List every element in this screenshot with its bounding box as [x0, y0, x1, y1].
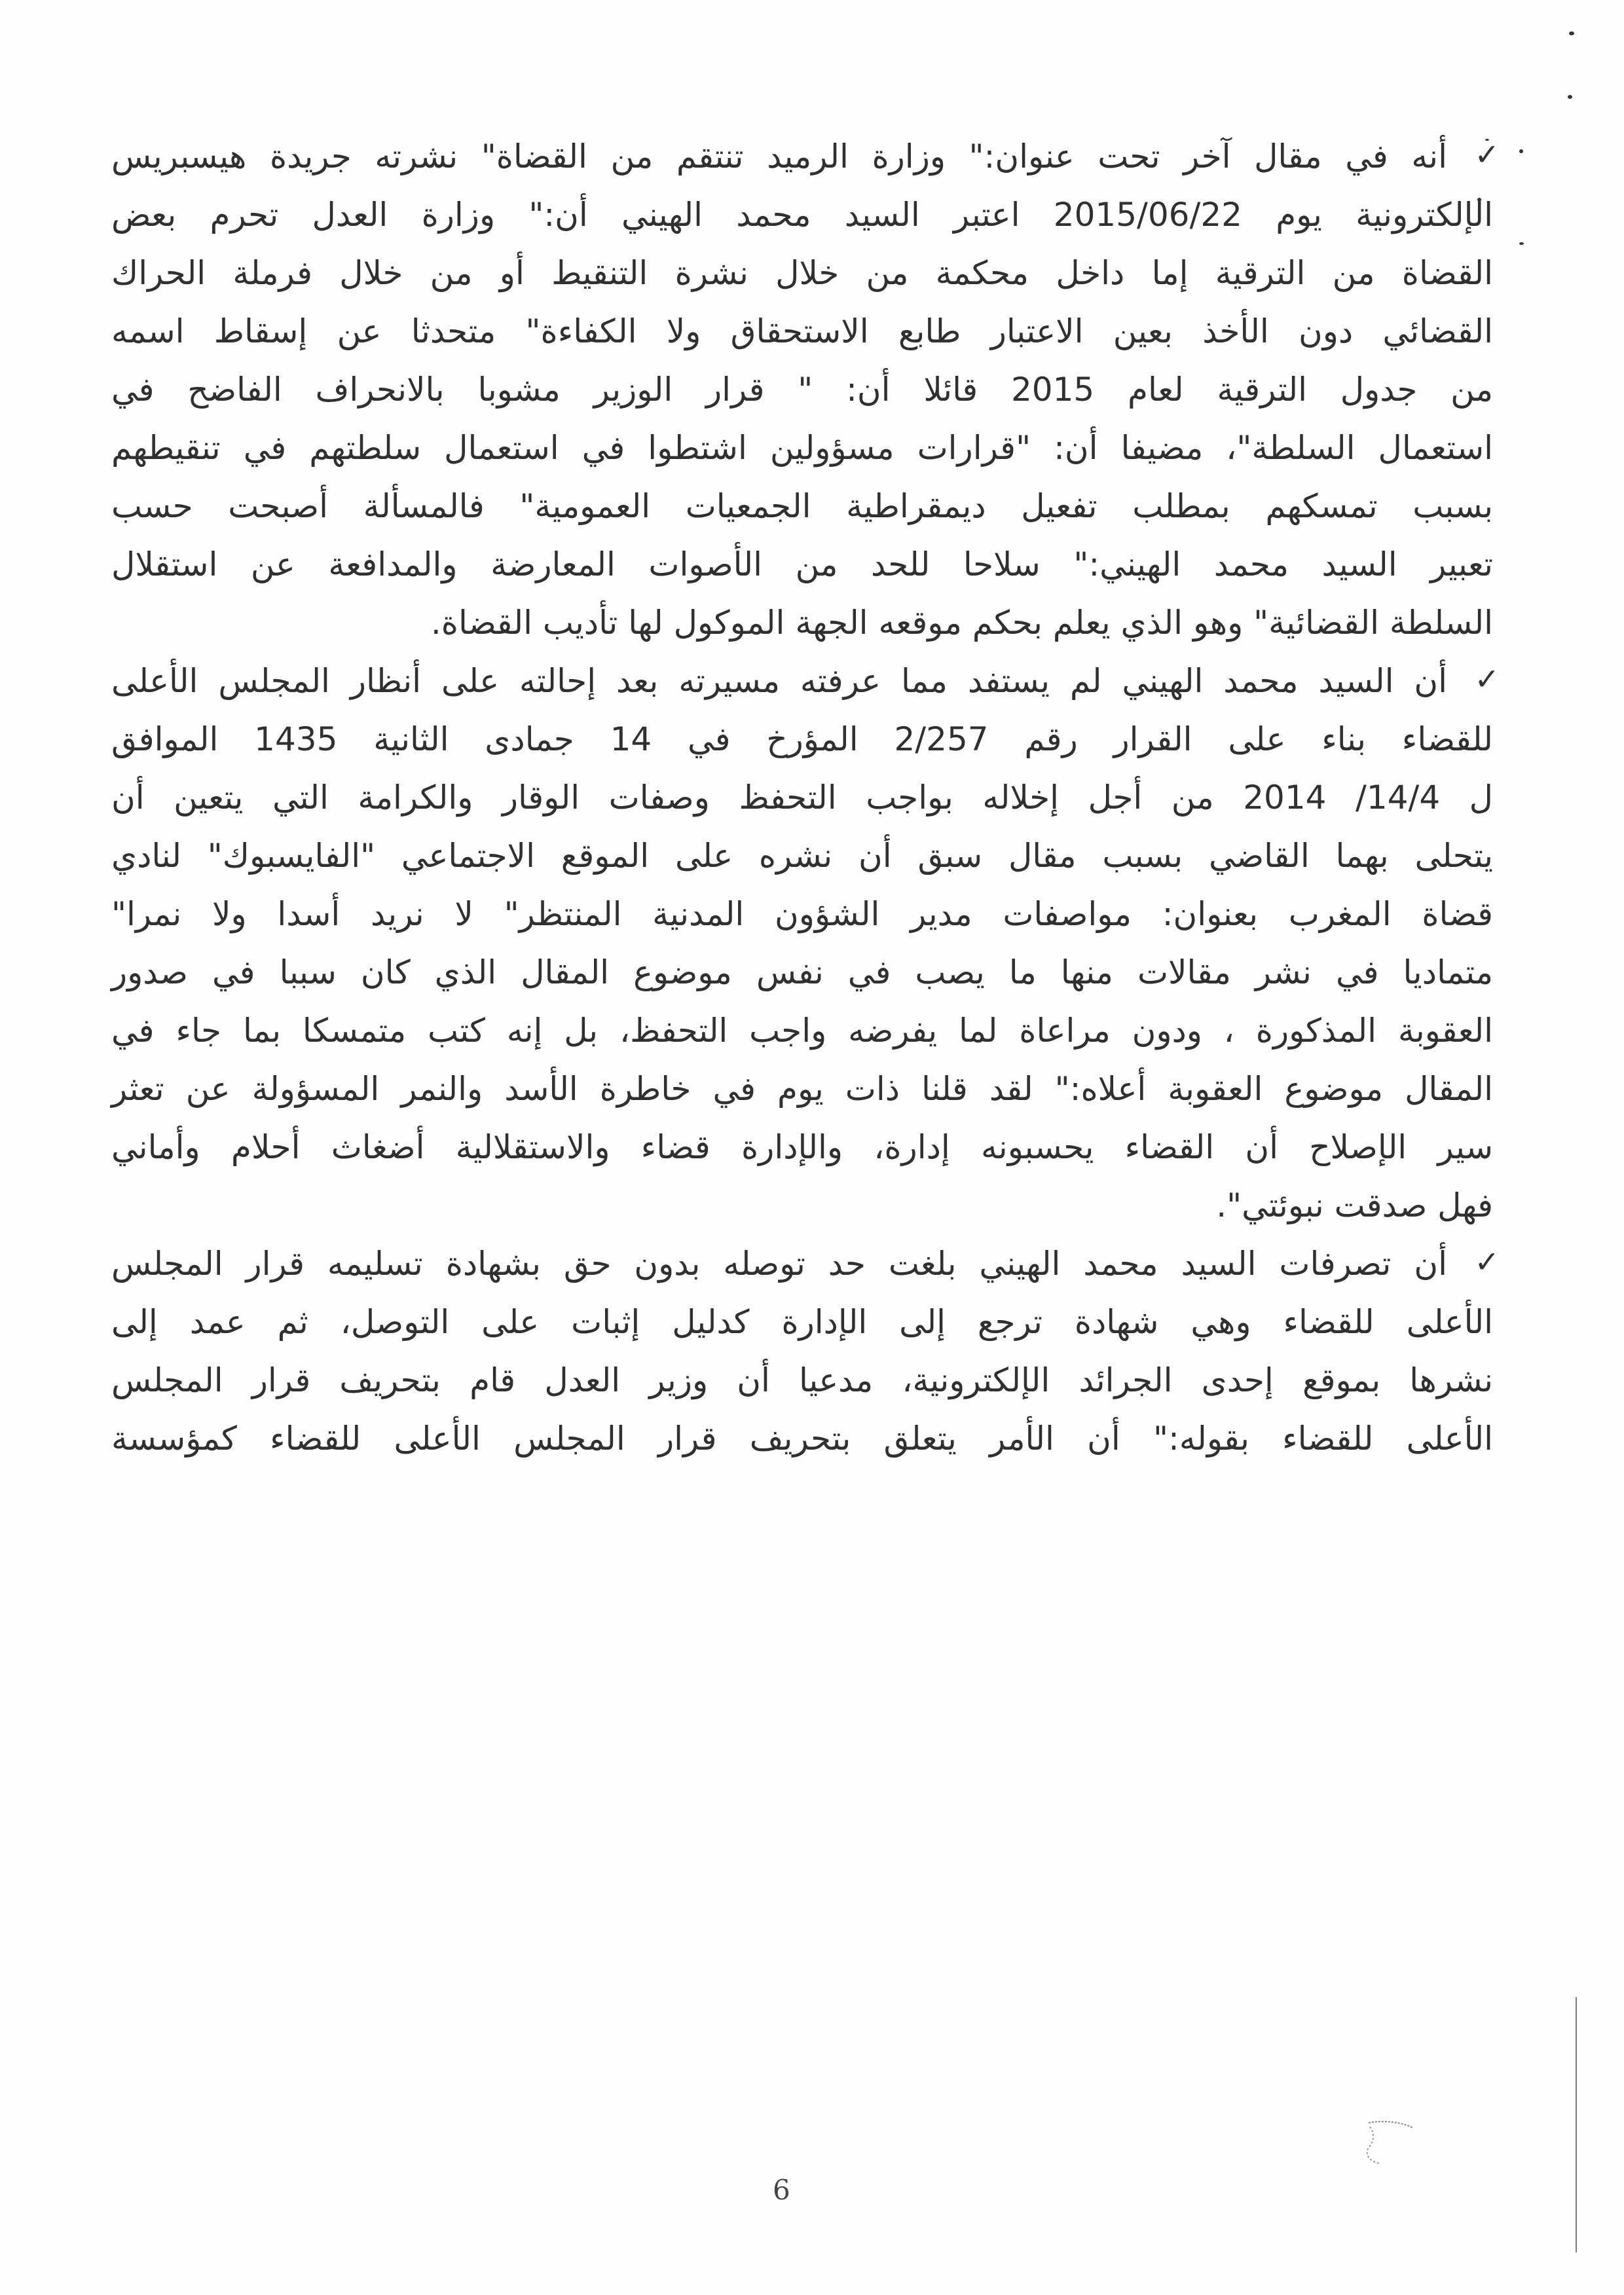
text-line: تعبير السيد محمد الهيني:" سلاحا للحد من الأصوات المعارضة والمدافعة عن استقلال	[111, 545, 1493, 583]
text-line: سير الإصلاح أن القضاء يحسبونه إدارة، والإدارة قضاء والاستقلالية أضغاث أحلام وأماني	[111, 1128, 1493, 1166]
document-body	[111, 128, 1500, 1468]
text-line: الإلكترونية يوم 2015/06/22 اعتبر السيد محمد الهيني أن:" وزارة العدل تحرم بعض	[111, 196, 1493, 234]
text-line: يتحلى بهما القاضي بسبب مقال سبق أن نشره على الموقع الاجتماعي "الفايسبوك" لنادي	[111, 837, 1493, 875]
text-line: المقال موضوع العقوبة أعلاه:" لقد قلنا ذات يوم في خاطرة الأسد والنمر المسؤولة عن تعثر	[111, 1070, 1493, 1108]
scan-speck	[1568, 95, 1572, 99]
checkmark-icon: ✓	[1474, 661, 1500, 697]
text-line: قضاة المغرب بعنوان: مواصفات مدير الشؤون المدنية المنتظر" لا نريد أسدا ولا نمرا"	[111, 895, 1493, 933]
text-line: استعمال السلطة"، مضيفا أن: "قرارات مسؤولين اشتطوا في استعمال سلطتهم في تنقيطهم	[111, 429, 1493, 467]
bullet-item	[111, 128, 1500, 652]
scan-speck	[1519, 149, 1523, 153]
text-line: أن تصرفات السيد محمد الهيني بلغت حد توصله بدون حق بشهادة تسليمه قرار المجلس	[111, 1245, 1447, 1283]
text-line: أنه في مقال آخر تحت عنوان:" وزارة الرميد تنتقم من القضاة" نشرته جريدة هيسبريس	[111, 138, 1447, 175]
bullet-item	[111, 652, 1500, 1235]
scan-speck	[1519, 242, 1524, 245]
scan-edge-line	[1576, 1997, 1577, 2252]
page-number: 6	[773, 2174, 790, 2206]
text-line: الأعلى للقضاء بقوله:" أن الأمر يتعلق بتحريف قرار المجلس الأعلى للقضاء كمؤسسة	[111, 1420, 1493, 1458]
text-line: القضائي دون الأخذ بعين الاعتبار طابع الاستحقاق ولا الكفاءة" متحدثا عن إسقاط اسمه	[111, 312, 1493, 350]
handwritten-mark	[1356, 2115, 1421, 2174]
text-line: السلطة القضائية" وهو الذي يعلم بحكم موقعه الجهة الموكول لها تأديب القضاة.	[430, 604, 1493, 642]
text-line: بسبب تمسكهم بمطلب تفعيل ديمقراطية الجمعيات العمومية" فالمسألة أصبحت حسب	[111, 487, 1493, 525]
text-line: متماديا في نشر مقالات منها ما يصب في نفس موضوع المقال الذي كان سببا في صدور	[111, 953, 1493, 991]
text-line: القضاة من الترقية إما داخل محكمة من خلال نشرة التنقيط أو من خلال فرملة الحراك	[111, 254, 1493, 292]
checkmark-icon: ✓	[1474, 1244, 1500, 1279]
text-line: من جدول الترقية لعام 2015 قائلا أن: " قرار الوزير مشوبا بالانحراف الفاضح في	[111, 371, 1493, 409]
text-line: ل 14/4/ 2014 من أجل إخلاله بواجب التحفظ وصفات الوقار والكرامة التي يتعين أن	[111, 779, 1493, 817]
text-line: نشرها بموقع إحدى الجرائد الإلكترونية، مدعيا أن وزير العدل قام بتحريف قرار المجلس	[111, 1361, 1493, 1399]
text-line: الأعلى للقضاء وهي شهادة ترجع إلى الإدارة كدليل إثبات على التوصل، ثم عمد إلى	[111, 1303, 1493, 1341]
text-line: العقوبة المذكورة ، ودون مراعاة لما يفرضه واجب التحفظ، بل إنه كتب متمسكا بما جاء في	[111, 1012, 1493, 1050]
checkmark-icon: ✓	[1474, 137, 1500, 172]
bullet-item	[111, 1235, 1500, 1468]
scan-speck	[1569, 31, 1574, 35]
text-line: فهل صدقت نبوئتي".	[1216, 1186, 1493, 1224]
text-line: للقضاء بناء على القرار رقم 2/257 المؤرخ في 14 جمادى الثانية 1435 الموافق	[111, 720, 1493, 758]
text-line: أن السيد محمد الهيني لم يستفد مما عرفته مسيرته بعد إحالته على أنظار المجلس الأعلى	[111, 662, 1447, 700]
